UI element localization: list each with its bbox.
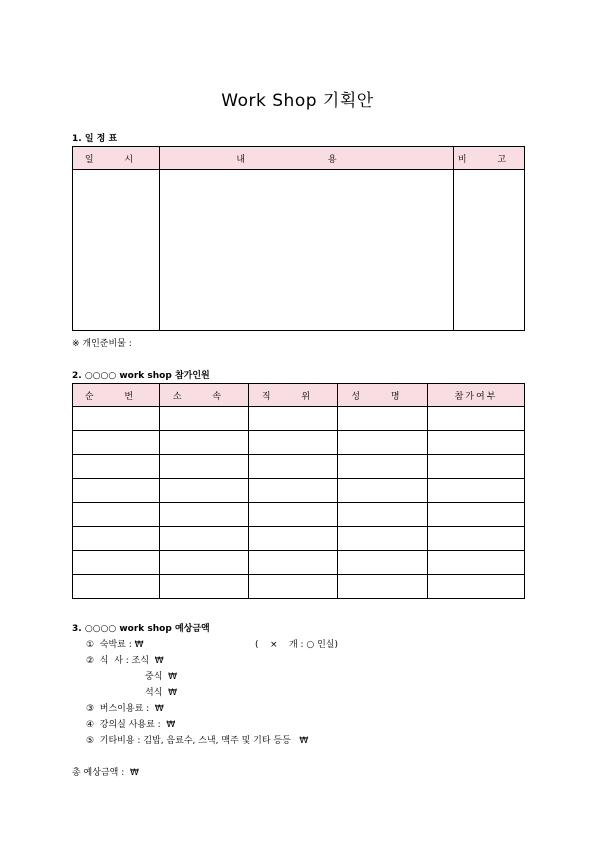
col-header-name: 성 명: [338, 384, 428, 407]
section-schedule-heading: 1. 일 정 표: [72, 134, 118, 144]
participant-cell-attendance[interactable]: [428, 503, 525, 527]
participant-cell-name[interactable]: [338, 575, 428, 599]
participant-row: [73, 527, 525, 551]
participant-cell-attendance[interactable]: [428, 407, 525, 431]
participant-cell-number[interactable]: [73, 527, 160, 551]
schedule-table: [72, 146, 525, 331]
col-header-remarks: 비 고: [454, 147, 525, 170]
participant-row: [73, 407, 525, 431]
participant-cell-attendance[interactable]: [428, 575, 525, 599]
budget-item-lecture-room: ④ 강의실 사용료 : ₩: [86, 720, 176, 730]
col-header-affiliation: 소 속: [160, 384, 249, 407]
col-header-attendance: 참가여부: [428, 384, 525, 407]
participant-cell-attendance[interactable]: [428, 455, 525, 479]
participant-cell-attendance[interactable]: [428, 431, 525, 455]
participant-cell-name[interactable]: [338, 479, 428, 503]
participant-cell-position[interactable]: [249, 503, 338, 527]
participant-cell-position[interactable]: [249, 455, 338, 479]
col-header-datetime: 일 시: [73, 147, 160, 170]
participant-cell-attendance[interactable]: [428, 479, 525, 503]
document-title: Work Shop 기획안: [221, 91, 374, 111]
budget-item-meals-dinner: 석식 ₩: [145, 688, 178, 698]
participant-row: [73, 551, 525, 575]
participant-cell-name[interactable]: [338, 407, 428, 431]
participant-cell-affiliation[interactable]: [160, 575, 249, 599]
participant-cell-number[interactable]: [73, 455, 160, 479]
budget-total: 총 예상금액 : ₩: [72, 768, 139, 778]
budget-item-lodging: ① 숙박료 : ₩: [86, 640, 144, 650]
budget-item-misc: ⑤ 기타비용 : 김밥, 음료수, 스낵, 맥주 및 기타 등등 ₩: [86, 736, 309, 746]
budget-item-lodging-detail: ( × 개 : ○ 인실): [255, 640, 339, 650]
participant-cell-number[interactable]: [73, 431, 160, 455]
participant-cell-name[interactable]: [338, 551, 428, 575]
participant-cell-number[interactable]: [73, 551, 160, 575]
participant-cell-number[interactable]: [73, 503, 160, 527]
participant-cell-affiliation[interactable]: [160, 503, 249, 527]
participant-cell-name[interactable]: [338, 431, 428, 455]
participant-cell-position[interactable]: [249, 431, 338, 455]
personal-items-note: ※ 개인준비물 :: [72, 339, 132, 349]
budget-item-meals-lunch: 중식 ₩: [145, 672, 178, 682]
section-budget-heading: 3. ○○○○ work shop 예상금액: [72, 624, 210, 634]
participant-row: [73, 503, 525, 527]
schedule-cell-content[interactable]: [160, 170, 454, 331]
schedule-cell-remarks[interactable]: [454, 170, 525, 331]
participant-cell-affiliation[interactable]: [160, 455, 249, 479]
participant-cell-position[interactable]: [249, 479, 338, 503]
participants-table: [72, 383, 525, 599]
participant-cell-attendance[interactable]: [428, 527, 525, 551]
participant-cell-affiliation[interactable]: [160, 407, 249, 431]
participant-cell-affiliation[interactable]: [160, 479, 249, 503]
participant-row: [73, 575, 525, 599]
participant-cell-attendance[interactable]: [428, 551, 525, 575]
participant-cell-name[interactable]: [338, 527, 428, 551]
participant-cell-position[interactable]: [249, 575, 338, 599]
participant-cell-number[interactable]: [73, 407, 160, 431]
participant-row: [73, 479, 525, 503]
participant-cell-name[interactable]: [338, 503, 428, 527]
participant-cell-affiliation[interactable]: [160, 551, 249, 575]
section-participants-heading: 2. ○○○○ work shop 참가인원: [72, 371, 210, 381]
col-header-position: 직 위: [249, 384, 338, 407]
participant-cell-name[interactable]: [338, 455, 428, 479]
participant-cell-number[interactable]: [73, 575, 160, 599]
participant-cell-affiliation[interactable]: [160, 431, 249, 455]
col-header-content: 내 용: [160, 147, 454, 170]
participant-cell-number[interactable]: [73, 479, 160, 503]
col-header-number: 순 번: [73, 384, 160, 407]
participant-cell-position[interactable]: [249, 407, 338, 431]
participant-row: [73, 455, 525, 479]
participant-cell-position[interactable]: [249, 551, 338, 575]
schedule-cell-datetime[interactable]: [73, 170, 160, 331]
participant-row: [73, 431, 525, 455]
participant-cell-affiliation[interactable]: [160, 527, 249, 551]
participant-cell-position[interactable]: [249, 527, 338, 551]
budget-item-meals-breakfast: ② 식 사 : 조식 ₩: [86, 656, 164, 666]
budget-item-bus: ③ 버스이용료 : ₩: [86, 704, 164, 714]
